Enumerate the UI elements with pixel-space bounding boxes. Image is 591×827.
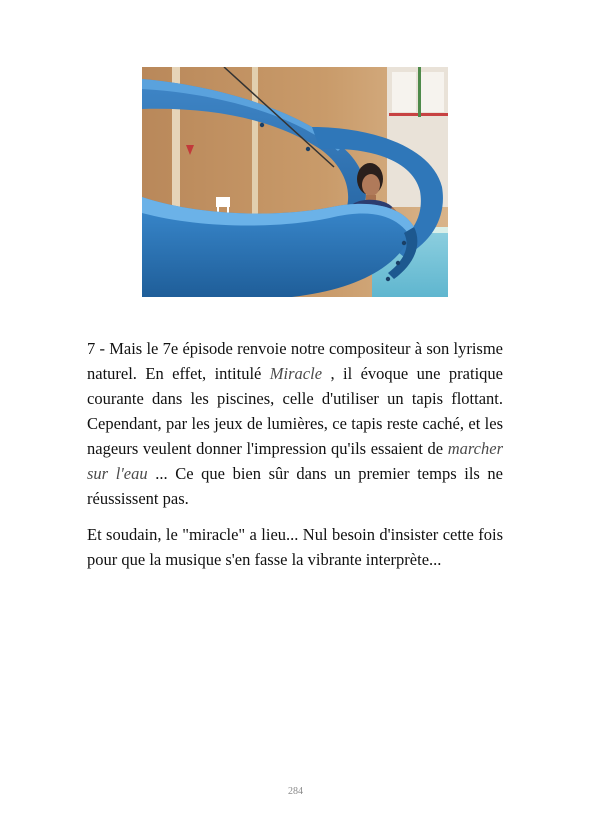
page-number: 284 [288,786,303,797]
water-slide-photo [142,67,448,297]
paragraph-1-part-3: ... Ce que bien sûr dans un premier temps ils ne réussissent pas. [87,464,503,508]
episode-title-miracle: Miracle [269,364,323,383]
phrase-marcher-sur-leau: marcher sur l'eau [87,439,503,483]
paragraph-miracle-happens: Et soudain, le "miracle" a lieu... Nul besoin d'insister cette fois pour que la musique s'en fasse la vibrante interprète... [87,525,503,569]
body-text [87,336,503,583]
paragraph-miracle-description [87,336,503,511]
paragraph-1-part-2: , il évoque une pratique courante dans les piscines, celle d'utiliser un tapis flottant. Cependant, par les jeux de lumières, ce tapis reste caché, et les nageurs veulent donner l'impression qu'ils essaient de [87,364,503,458]
paragraph-1-part-1: 7 - Mais le 7e épisode renvoie notre compositeur à son lyrisme naturel. En effet, intitulé [87,339,503,383]
